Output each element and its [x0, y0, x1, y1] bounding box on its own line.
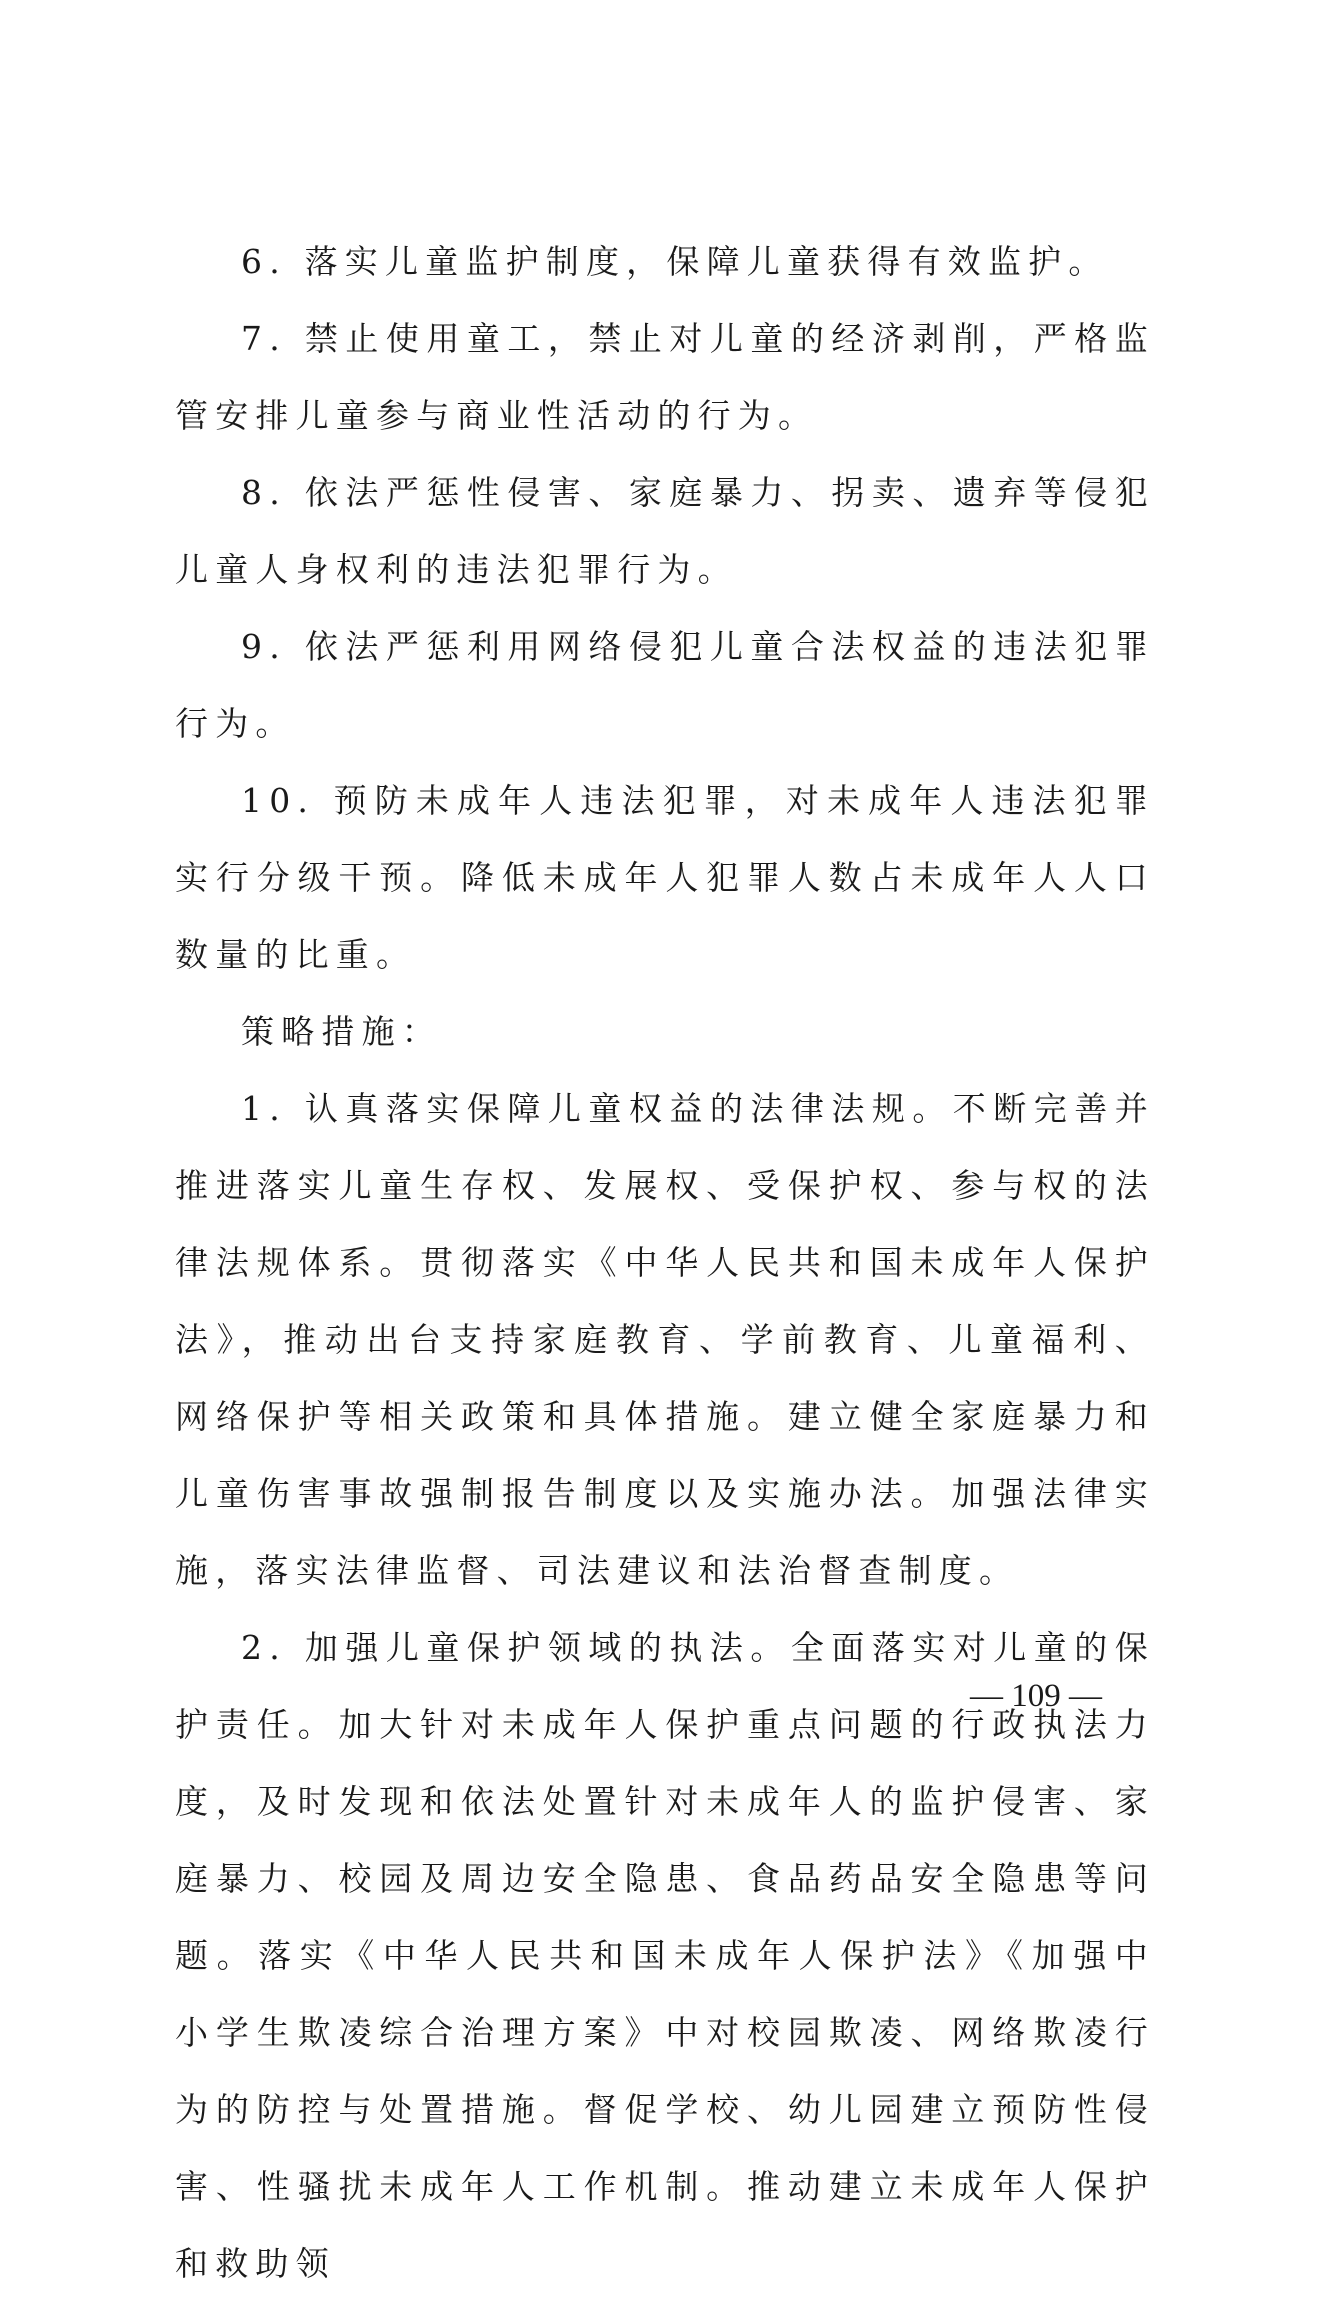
body-text — [175, 223, 1155, 2302]
paragraph-measure-2: 2. 加强儿童保护领域的执法。全面落实对儿童的保护责任。加大针对未成年人保护重点问题的行政执法力度，及时发现和依法处置针对未成年人的监护侵害、家庭暴力、校园及周边安全隐患、食品药品安全隐患等问题。落实《中华人民共和国未成年人保护法》《加强中小学生欺凌综合治理方案》中对校园欺凌、网络欺凌行为的防控与处置措施。督促学校、幼儿园建立预防性侵害、性骚扰未成年人工作机制。推动建立未成年人保护和救助领 — [175, 1628, 1155, 2283]
section-heading-strategy: 策略措施： — [241, 1012, 442, 1051]
paragraph-goal-9: 9. 依法严惩利用网络侵犯儿童合法权益的违法犯罪行为。 — [175, 627, 1155, 743]
page-number: — 109 — — [970, 1678, 1102, 1714]
paragraph-goal-8: 8. 依法严惩性侵害、家庭暴力、拐卖、遗弃等侵犯儿童人身权利的违法犯罪行为。 — [175, 473, 1155, 589]
paragraph-goal-7: 7. 禁止使用童工，禁止对儿童的经济剥削，严格监管安排儿童参与商业性活动的行为。 — [175, 319, 1155, 435]
paragraph-goal-10: 10. 预防未成年人违法犯罪，对未成年人违法犯罪实行分级干预。降低未成年人犯罪人数占未成年人人口数量的比重。 — [175, 781, 1155, 974]
paragraph-goal-6: 6. 落实儿童监护制度，保障儿童获得有效监护。 — [241, 242, 1109, 281]
paragraph-measure-1: 1. 认真落实保障儿童权益的法律法规。不断完善并推进落实儿童生存权、发展权、受保护权、参与权的法律法规体系。贯彻落实《中华人民共和国未成年人保护法》，推动出台支持家庭教育、学前教育、儿童福利、网络保护等相关政策和具体措施。建立健全家庭暴力和儿童伤害事故强制报告制度以及实施办法。加强法律实施，落实法律监督、司法建议和法治督查制度。 — [175, 1089, 1155, 1590]
